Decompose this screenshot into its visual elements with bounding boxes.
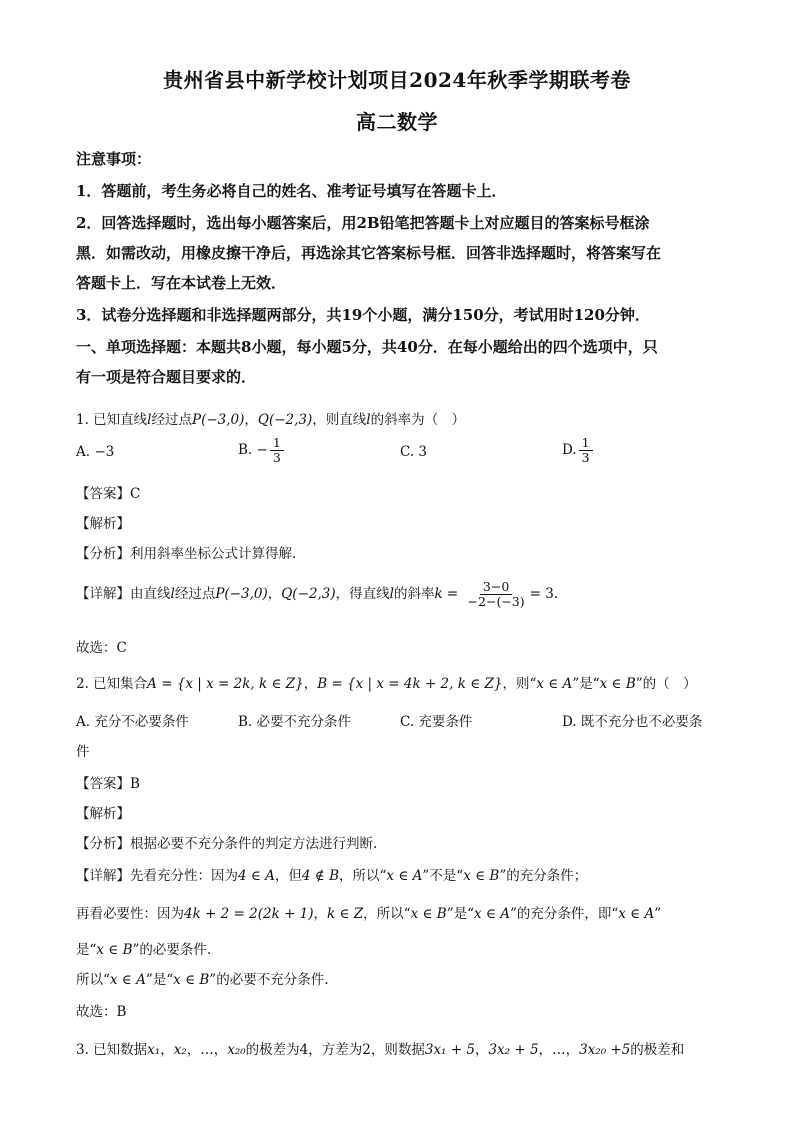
note-2-line-2: 黑．如需改动，用橡皮擦干净后，再选涂其它答案标号框．回答非选择题时，将答案写在 — [76, 244, 662, 262]
section-1-line-2: 有一项是符合题目要求的． — [76, 368, 257, 386]
q1-detail: 【详解】由直线l经过点P(−3,0)，Q(−2,3)，得直线l的斜率k = $\frac{3-0}{-2-(-3)}$ = 3. — [76, 579, 559, 609]
q3-stem: 3. 已知数据x₁，x₂，…，x₂₀的极差为4，方差为2，则数据3x₁ + 5，3x₂ + 5，…，3x₂₀ +5的极差和 — [76, 1042, 685, 1058]
q2-analysis: 【解析】 — [76, 806, 130, 822]
q1-fenxi: 【分析】利用斜率坐标公式计算得解. — [76, 546, 297, 562]
q2-answer: 【答案】B — [76, 776, 140, 792]
q1-option-c: C. 3 — [400, 444, 428, 460]
q1-answer: 【答案】C — [76, 486, 141, 502]
q2-option-c: C. 充要条件 — [400, 714, 473, 730]
q1-option-a: A. −3 — [76, 444, 115, 460]
q2-choose: 故选：B — [76, 1004, 127, 1020]
notes-heading: 注意事项： — [76, 150, 152, 168]
section-1-line-1: 一、单项选择题：本题共8小题，每小题5分，共40分．在每小题给出的四个选项中，只 — [76, 338, 658, 356]
note-2-line-3: 答题卡上．写在本试卷上无效． — [76, 274, 287, 292]
q2-option-d: D. 既不充分也不必要条 — [562, 714, 703, 730]
q2-stem: 2. 已知集合A = {x | x = 2k, k ∈ Z}，B = {x | x = 4k + 2, k ∈ Z}，则“x ∈ A”是“x ∈ B”的（ ） — [76, 676, 697, 692]
q2-option-d-tail: 件 — [76, 744, 90, 760]
q2-detail-2: 再看必要性：因为4k + 2 = 2(2k + 1)，k ∈ Z，所以“x ∈ B”是“x ∈ A”的充分条件，即“x ∈ A” — [76, 906, 662, 922]
q2-option-a: A. 充分不必要条件 — [76, 714, 189, 730]
q2-detail-1: 【详解】先看充分性：因为4 ∈ A，但4 ∉ B，所以“x ∈ A”不是“x ∈ B”的充分条件； — [76, 868, 588, 884]
q2-option-b: B. 必要不充分条件 — [238, 714, 352, 730]
q2-detail-4: 所以“x ∈ A”是“x ∈ B”的必要不充分条件. — [76, 972, 329, 988]
note-2-line-1: 2．回答选择题时，选出每小题答案后，用2B铅笔把答题卡上对应题目的答案标号框涂 — [76, 214, 650, 232]
q2-detail-3: 是“x ∈ B”的必要条件. — [76, 942, 212, 958]
q1-option-b: B. − $\frac{1}{3}$ — [238, 436, 286, 465]
q1-stem: 1. 已知直线l经过点P(−3,0)，Q(−2,3)，则直线l的斜率为（ ） — [76, 412, 466, 428]
note-3: 3．试卷分选择题和非选择题两部分，共19个小题，满分150分，考试用时120分钟． — [76, 306, 650, 324]
q1-choose: 故选：C — [76, 640, 127, 656]
exam-subject: 高二数学 — [356, 110, 438, 134]
note-1: 1．答题前，考生务必将自己的姓名、准考证号填写在答题卡上． — [76, 182, 507, 200]
exam-title: 贵州省县中新学校计划项目2024年秋季学期联考卷 — [163, 68, 631, 92]
q1-analysis: 【解析】 — [76, 516, 130, 532]
q2-fenxi: 【分析】根据必要不充分条件的判定方法进行判断. — [76, 836, 378, 852]
q1-option-d: D. $\frac{1}{3}$ — [562, 436, 595, 465]
